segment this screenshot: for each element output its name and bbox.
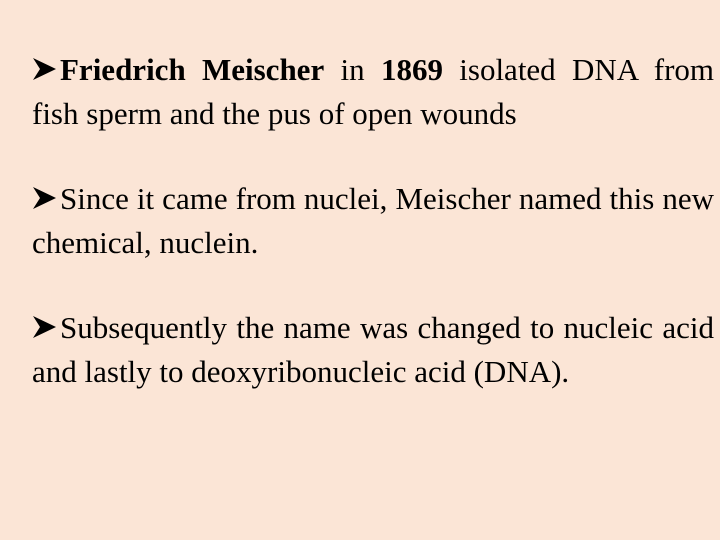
bullet-text: Subsequently the name was changed to nucleic acid and lastly to deoxyribonucleic acid (DNA). bbox=[32, 310, 714, 389]
arrowhead-bullet-icon bbox=[32, 186, 60, 210]
bullet-item-nucleic-acid bbox=[32, 306, 714, 394]
bullet-year-bold: 1869 bbox=[380, 52, 443, 87]
arrowhead-bullet-icon bbox=[32, 57, 60, 81]
bullet-text: Since it came from nuclei, Meischer named this new chemical, nuclein. bbox=[32, 181, 714, 260]
bullet-name-bold: Friedrich Meischer bbox=[60, 52, 325, 87]
bullet-item-nuclein bbox=[32, 177, 714, 265]
bullet-in-word: in bbox=[340, 52, 365, 87]
bullet-item-meischer-1869 bbox=[32, 48, 714, 136]
bullet-text: isolated DNA from fish sperm and the pus of open wounds bbox=[32, 52, 715, 131]
arrowhead-bullet-icon bbox=[32, 315, 60, 339]
slide-content bbox=[32, 48, 714, 394]
